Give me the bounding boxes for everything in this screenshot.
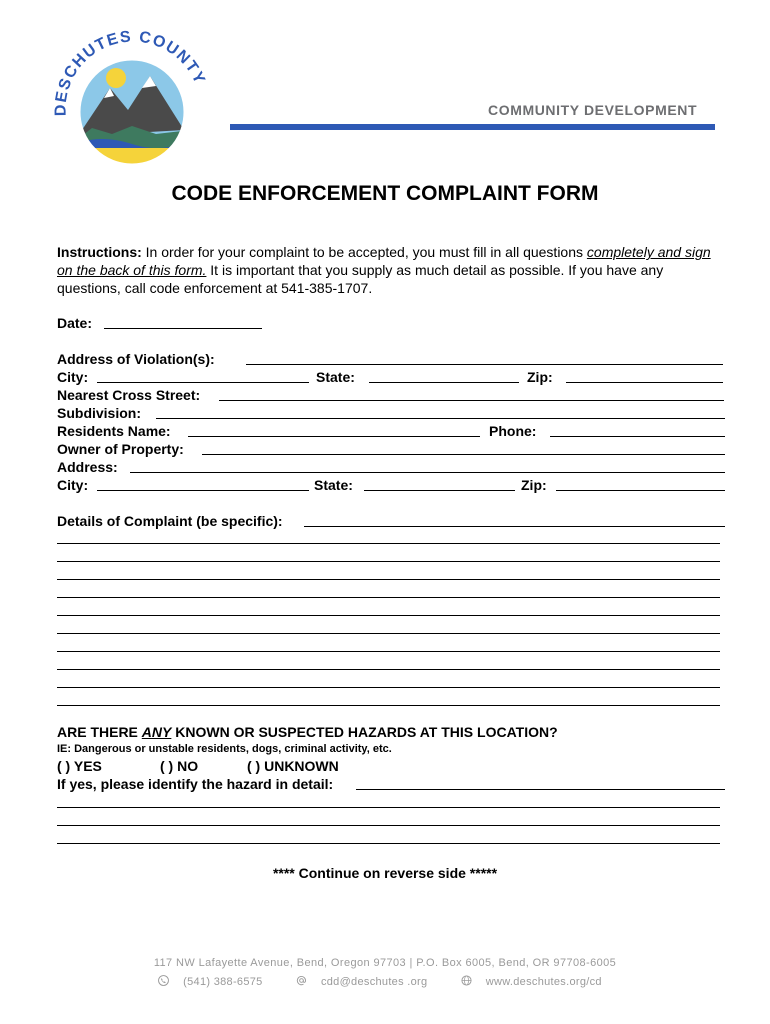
phone-icon [158, 975, 169, 986]
details-field-first[interactable] [304, 526, 725, 527]
hazards-question-text-2: KNOWN OR SUSPECTED HAZARDS AT THIS LOCATION? [171, 724, 558, 740]
subdivision-label: Subdivision: [57, 405, 141, 421]
details-line[interactable] [57, 597, 720, 598]
owner-city-label: City: [57, 477, 89, 493]
globe-icon [461, 975, 472, 986]
owner-state-label: State: [314, 477, 353, 493]
phone-label: Phone: [489, 423, 537, 439]
hazards-question-text: ARE THERE [57, 724, 142, 740]
svg-text:DESCHUTES COUNTY: DESCHUTES COUNTY [52, 30, 208, 117]
zip-field[interactable] [566, 382, 723, 383]
continue-note: **** Continue on reverse side ***** [272, 865, 498, 881]
instructions [57, 243, 729, 297]
details-line[interactable] [57, 669, 720, 670]
details-line[interactable] [57, 561, 720, 562]
details-line[interactable] [57, 651, 720, 652]
at-sign-icon [296, 975, 307, 986]
footer-phone-text: (541) 388-6575 [183, 976, 263, 988]
city-label: City: [57, 369, 89, 385]
cross-street-field[interactable] [219, 400, 724, 401]
details-line[interactable] [57, 579, 720, 580]
hazard-detail-line[interactable] [57, 807, 720, 808]
footer-phone [158, 976, 276, 988]
hazard-detail-field-first[interactable] [356, 789, 725, 790]
owner-zip-field[interactable] [556, 490, 725, 491]
footer-address: 117 NW Lafayette Avenue, Bend, Oregon 97703 | P.O. Box 6005, Bend, OR 97708-6005 [153, 957, 617, 969]
hazards-question [57, 724, 558, 740]
address-label: Address: [57, 459, 118, 475]
footer-email[interactable] [296, 976, 441, 988]
owner-state-field[interactable] [364, 490, 515, 491]
owner-zip-label: Zip: [521, 477, 547, 493]
footer-email-text: cdd@deschutes .org [320, 976, 428, 988]
owner-field[interactable] [202, 454, 725, 455]
details-line[interactable] [57, 687, 720, 688]
instructions-label: Instructions: [57, 244, 142, 260]
owner-city-field[interactable] [97, 490, 309, 491]
state-label: State: [316, 369, 355, 385]
phone-field[interactable] [550, 436, 725, 437]
date-label: Date: [57, 315, 93, 331]
address-violation-field[interactable] [246, 364, 723, 365]
instructions-emphasis: completely and sign on the back of this form. [57, 244, 711, 278]
instructions-text-2: It is important that you supply as much detail as possible. If you have any questions, call code enforcement at 541-385-1707. [57, 262, 664, 296]
details-line[interactable] [57, 615, 720, 616]
residents-name-field[interactable] [188, 436, 480, 437]
details-line[interactable] [57, 633, 720, 634]
hazard-detail-line[interactable] [57, 825, 720, 826]
address-violation-label: Address of Violation(s): [57, 351, 215, 367]
hazards-question-emphasis: ANY [141, 724, 172, 740]
deschutes-county-logo [52, 30, 208, 170]
instructions-text: In order for your complaint to be accepted, you must fill in all questions [141, 244, 587, 260]
residents-name-label: Residents Name: [57, 423, 171, 439]
hazard-unknown-option[interactable]: ( ) UNKNOWN [247, 758, 339, 774]
header-rule [230, 124, 715, 130]
state-field[interactable] [369, 382, 519, 383]
city-field[interactable] [97, 382, 309, 383]
footer-web[interactable] [461, 976, 612, 988]
cross-street-label: Nearest Cross Street: [57, 387, 201, 403]
details-line[interactable] [57, 705, 720, 706]
owner-label: Owner of Property: [57, 441, 184, 457]
details-line[interactable] [57, 543, 720, 544]
subdivision-field[interactable] [156, 418, 725, 419]
hazards-examples: IE: Dangerous or unstable residents, dogs, criminal activity, etc. [57, 743, 392, 755]
department-name: COMMUNITY DEVELOPMENT [488, 102, 698, 118]
date-field[interactable] [104, 328, 262, 329]
details-label: Details of Complaint (be specific): [57, 513, 283, 529]
hazard-detail-line[interactable] [57, 843, 720, 844]
zip-label: Zip: [527, 369, 553, 385]
footer-contact [0, 975, 770, 988]
address-field[interactable] [130, 472, 725, 473]
hazard-identify-label: If yes, please identify the hazard in detail: [57, 776, 334, 792]
hazard-no-option[interactable]: ( ) NO [160, 758, 199, 774]
footer-web-text: www.deschutes.org/cd [485, 976, 602, 988]
form-title: CODE ENFORCEMENT COMPLAINT FORM [171, 182, 599, 205]
hazard-yes-option[interactable]: ( ) YES [57, 758, 102, 774]
